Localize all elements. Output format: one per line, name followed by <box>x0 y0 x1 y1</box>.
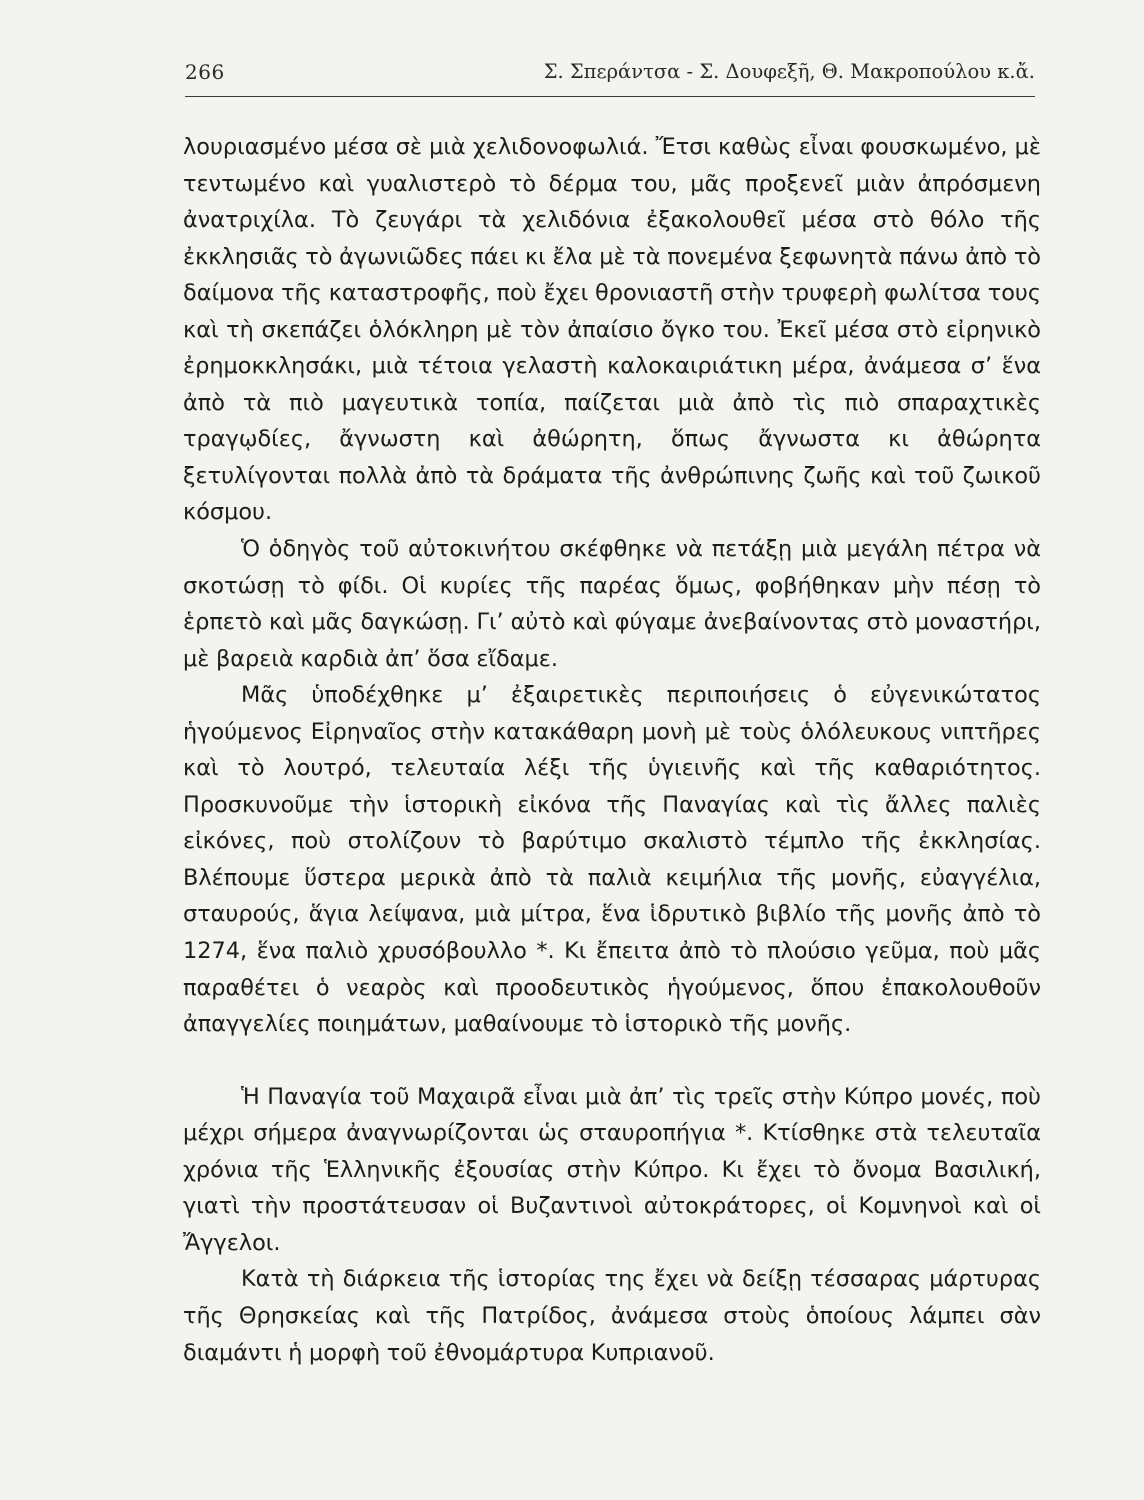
body-text <box>183 129 1041 1371</box>
paragraph-5: Κατὰ τὴ διάρκεια τῆς ἱστορίας της ἔχει νὰ δείξῃ τέσσαρας μάρτυρας τῆς Θρησκείας καὶ τῆς Πατρίδος, ἀνάμεσα στοὺς ὁποίους λάμπει σὰν διαμάντι ἡ μορφὴ τοῦ ἐθνομάρτυρα Κυπριανοῦ. <box>183 1266 1041 1366</box>
paragraph-2: Ὁ ὁδηγὸς τοῦ αὐτοκινήτου σκέφθηκε νὰ πετάξῃ μιὰ μεγάλη πέτρα νὰ σκοτώσῃ τὸ φίδι. Οἱ κυρίες τῆς παρέας ὅμως, φοβήθηκαν μὴν πέσῃ τὸ ἑρπετὸ καὶ μᾶς δαγκώσῃ. Γι’ αὐτὸ καὶ φύγαμε ἀνεβαίνοντας στὸ μοναστήρι, μὲ βαρειὰ καρδιὰ ἀπ’ ὅσα εἴδαμε. <box>183 536 1041 672</box>
page-header <box>185 60 1035 97</box>
paragraph-3: Μᾶς ὑποδέχθηκε μ’ ἐξαιρετικὲς περιποιήσεις ὁ εὐγενικώτατος ἡγούμενος Εἰρηναῖος στὴν κατακάθαρη μονὴ μὲ τοὺς ὁλόλευκους νιπτῆρες καὶ τὸ λουτρό, τελευταία λέξι τῆς ὑγιεινῆς καὶ τῆς καθαριότητος. Προσκυνοῦμε τὴν ἱστορικὴ εἰκόνα τῆς Παναγίας καὶ τὶς ἄλλες παλιὲς εἰκόνες, ποὺ στολίζουν τὸ βαρύτιμο σκαλιστὸ τέμπλο τῆς ἐκκλησίας. Βλέπουμε ὕστερα μερικὰ ἀπὸ τὰ παλιὰ κειμήλια τῆς μονῆς, εὐαγγέλια, σταυρούς, ἅγια λείψανα, μιὰ μίτρα, ἕνα ἱδρυτικὸ βιβλίο τῆς μονῆς ἀπὸ τὸ 1274, ἕνα παλιὸ χρυσόβουλλο *. Κι ἔπειτα ἀπὸ τὸ πλούσιο γεῦμα, ποὺ μᾶς παραθέτει ὁ νεαρὸς καὶ προοδευτικὸς ἡγούμενος, ὅπου ἐπακολουθοῦν ἀπαγγελίες ποιημάτων, μαθαίνουμε τὸ ἱστορικὸ τῆς μονῆς. <box>183 682 1041 1038</box>
paragraph-1: λουριασμένο μέσα σὲ μιὰ χελιδονοφωλιά. Ἔτσι καθὼς εἶναι φουσκωμένο, μὲ τεντωμένο καὶ γυαλιστερὸ τὸ δέρμα του, μᾶς προξενεῖ μιὰν ἀπρόσμενη ἀνατριχίλα. Τὸ ζευγάρι τὰ χελιδόνια ἐξακολουθεῖ μέσα στὸ θόλο τῆς ἐκκλησιᾶς τὸ ἀγωνιῶδες πάει κι ἔλα μὲ τὰ πονεμένα ξεφωνητὰ πάνω ἀπὸ τὸ δαίμονα τῆς καταστροφῆς, ποὺ ἔχει θρονιαστῆ στὴν τρυφερὴ φωλίτσα τους καὶ τὴ σκεπάζει ὁλόκληρη μὲ τὸν ἀπαίσιο ὄγκο του. Ἐκεῖ μέσα στὸ εἰρηνικὸ ἐρημοκκλησάκι, μιὰ τέτοια γελαστὴ καλοκαιριάτικη μέρα, ἀνάμεσα σ’ ἕνα ἀπὸ τὰ πιὸ μαγευτικὰ τοπία, παίζεται μιὰ ἀπὸ τὶς πιὸ σπαραχτικὲς τραγῳδίες, ἄγνωστη καὶ ἀθώρητη, ὅπως ἄγνωστα κι ἀθώρητα ξετυλίγονται πολλὰ ἀπὸ τὰ δράματα τῆς ἀνθρώπινης ζωῆς καὶ τοῦ ζωικοῦ κόσμου. <box>183 134 1041 526</box>
running-head: Σ. Σπεράντσα - Σ. Δουφεξῆ, Θ. Μακροπούλου κ.ἄ. <box>543 60 1035 83</box>
paragraph-4: Ἡ Παναγία τοῦ Μαχαιρᾶ εἶναι μιὰ ἀπ’ τὶς τρεῖς στὴν Κύπρο μονές, ποὺ μέχρι σήμερα ἀναγνωρίζονται ὡς σταυροπήγια *. Κτίσθηκε στὰ τελευταῖα χρόνια τῆς Ἑλληνικῆς ἐξουσίας στὴν Κύπρο. Κι ἔχει τὸ ὄνομα Βασιλική, γιατὶ τὴν προστάτευσαν οἱ Βυζαντινοὶ αὐτοκράτορες, οἱ Κομνηνοὶ καὶ οἱ Ἄγγελοι. <box>183 1083 1041 1256</box>
page-number: 266 <box>185 60 225 84</box>
